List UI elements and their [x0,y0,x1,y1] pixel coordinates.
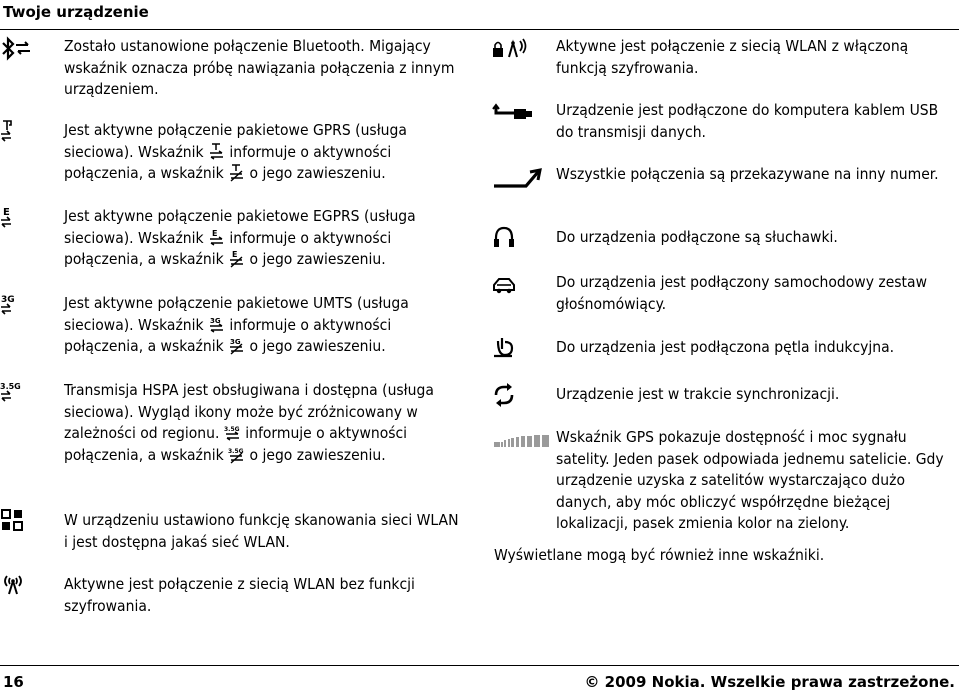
hspa-active-icon [224,424,241,441]
sync-description: Urządzenie jest w trakcie synchronizacji. [556,385,840,403]
usb-cable-icon [492,103,534,129]
car-kit-description: Do urządzenia jest podłączony samochodowy zestaw głośnomówiący. [556,273,927,313]
gprs-active-icon [208,143,225,160]
gprs-held-icon [228,164,245,181]
page-number: 16 [3,673,24,691]
headset-description: Do urządzenia podłączone są słuchawki. [556,228,838,246]
svg-text:3.5G: 3.5G [228,447,244,455]
svg-text:E: E [211,228,218,238]
egprs-active-icon [208,229,225,246]
svg-text:3G: 3G [209,316,221,325]
sync-icon [492,383,520,409]
divert-description: Wszystkie połączenia są przekazywane na inny numer. [556,165,939,183]
gps-description: Wskaźnik GPS pokazuje dostępność i moc sygnału satelity. Jeden pasek odpowiada jednemu satelicie. Gdy urządzenie uzyska z satelitów wystarczająco dużo danych, aby móc obliczyć współrzędne bieżącej lokalizacji, pasek zmienia kolor na zielony. [556,428,944,532]
svg-text:3.5G: 3.5G [223,426,240,433]
svg-text:E: E [232,250,238,259]
gps-signal-icon [494,434,550,448]
egprs-description: Jest aktywne połączenie pakietowe EGPRS (usługa sieciowa). Wskaźnik E informuje o aktywności połączenia, a wskaźnik E o jego zawieszeniu. [64,207,416,268]
final-note: Wyświetlane mogą być również inne wskaźniki. [494,546,825,564]
page-header [0,0,959,30]
hspa-connection-icon [0,380,28,406]
copyright-notice: © 2009 Nokia. Wszelkie prawa zastrzeżone. [584,673,955,691]
svg-text:E: E [3,207,10,218]
bluetooth-connection-icon [0,36,34,62]
wlan-open-description: Aktywne jest połączenie z siecią WLAN bez funkcji szyfrowania. [64,575,415,615]
bluetooth-description: Zostało ustanowione połączenie Bluetooth. Migający wskaźnik oznacza próbę nawiązania połączenia z innym urządzeniem. [64,37,455,98]
svg-text:3G: 3G [1,295,15,305]
loopset-icon [492,335,520,361]
hspa-held-icon [228,446,245,463]
umts-held-icon [228,337,245,354]
loopset-description: Do urządzenia jest podłączona pętla indukcyjna. [556,338,895,356]
wlan-encrypted-description: Aktywne jest połączenie z siecią WLAN z włączoną funkcją szyfrowania. [556,37,909,77]
wlan-scan-description: W urządzeniu ustawiono funkcję skanowania sieci WLAN i jest dostępna jakaś sieć WLAN. [64,511,459,551]
gprs-connection-icon [0,120,28,146]
svg-text:3G: 3G [230,338,241,346]
hspa-description: Transmisja HSPA jest obsługiwana i dostępna (usługa sieciowa). Wygląd ikony może być zróżnicowany w zależności od regionu. 3.5G informuje o aktywności połączenia, a wskaźnik 3.5G o jego zawieszeniu. [64,381,434,464]
footer-divider [0,665,959,666]
umts-description: Jest aktywne połączenie pakietowe UMTS (usługa sieciowa). Wskaźnik 3G informuje o aktywności połączenia, a wskaźnik 3G o jego zawieszeniu. [64,294,409,355]
svg-text:3.5G: 3.5G [0,382,21,391]
gprs-description: Jest aktywne połączenie pakietowe GPRS (usługa sieciowa). Wskaźnik informuje o aktywności połączenia, a wskaźnik o jego zawieszeniu. [64,121,407,182]
usb-description: Urządzenie jest podłączone do komputera kablem USB do transmisji danych. [556,101,939,141]
wlan-encrypted-icon [492,38,532,64]
wlan-active-icon [0,572,28,598]
egprs-held-icon [228,250,245,267]
headset-icon [492,226,520,252]
car-kit-icon [492,274,520,300]
egprs-connection-icon [0,206,28,232]
page-title: Twoje urządzenie [3,3,149,21]
call-divert-icon [492,166,544,192]
umts-active-icon [208,316,225,333]
umts-connection-icon [0,293,28,319]
wlan-scan-icon [0,508,28,534]
